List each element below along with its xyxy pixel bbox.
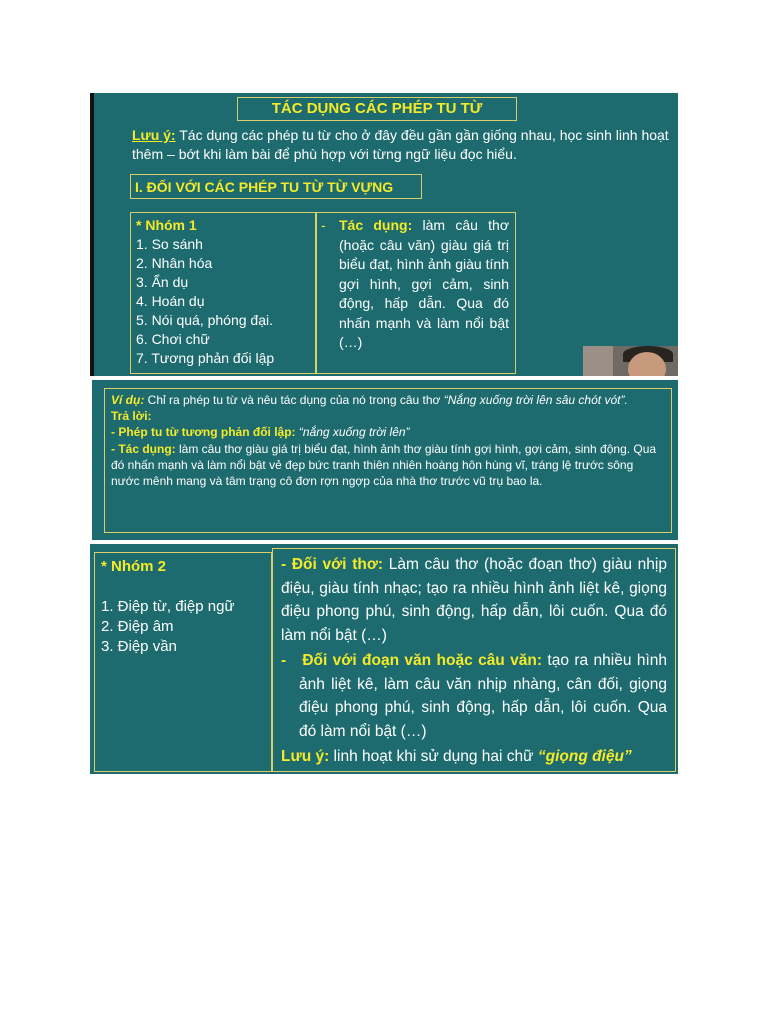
note2-text: linh hoạt khi sử dụng hai chữ: [329, 748, 538, 765]
effect-label: - Tác dụng:: [111, 441, 176, 456]
effect1-label: Tác dụng:: [339, 217, 413, 233]
effect-line: [111, 441, 665, 490]
prose-paragraph: [281, 649, 667, 743]
presenter-photo: [583, 346, 678, 376]
list-item: 3. Ẩn dụ: [136, 274, 189, 290]
note2-paragraph: [281, 745, 667, 769]
note2-label: Lưu ý:: [281, 748, 330, 765]
list-item: 2. Nhân hóa: [136, 255, 213, 271]
device-line: [111, 424, 665, 440]
poetry-text: Làm câu thơ (hoặc đoạn thơ) giàu nhịp điệu, giàu tính nhạc; tạo ra nhiều hình ảnh liệt kê, giọng điệu phong phú, sinh động, hấp dẫn, lôi cuốn. Qua đó làm nổi bật (…): [281, 556, 667, 644]
effect1-paragraph: [339, 216, 509, 353]
list-item: 6. Chơi chữ: [136, 331, 210, 347]
section-title: I. ĐỐI VỚI CÁC PHÉP TU TỪ TỪ VỰNG: [130, 174, 422, 199]
list-item: 2. Điệp âm: [101, 618, 174, 635]
list-item: 1. Điệp từ, điệp ngữ: [101, 598, 235, 615]
effect2-box: [272, 548, 676, 772]
note2-quote: “giọng điệu”: [537, 748, 632, 765]
group2-heading: * Nhóm 2: [101, 558, 167, 575]
photo-background: [583, 346, 613, 376]
list-item: 4. Hoán dụ: [136, 293, 205, 309]
slide-title: TÁC DỤNG CÁC PHÉP TU TỪ: [237, 97, 517, 121]
device-quote: “nắng xuống trời lên”: [295, 425, 410, 440]
effect1-box: [316, 212, 516, 374]
example-text: Chỉ ra phép tu từ và nêu tác dụng của nó trong câu thơ: [144, 393, 444, 407]
list-item: 1. So sánh: [136, 236, 203, 252]
prose-label: Đối với đoạn văn hoặc câu văn:: [302, 652, 543, 669]
bullet-dash: -: [321, 217, 326, 233]
poetry-label: - Đối với thơ:: [281, 556, 383, 573]
list-item: 3. Điệp vần: [101, 638, 177, 655]
slide-example: [92, 380, 678, 540]
effect1-text: làm câu thơ (hoặc câu văn) giàu giá trị biểu đạt, hình ảnh giàu tính gợi hình, gợi cảm, sinh động, hấp dẫn. Qua đó nhấn mạnh và làm nổi bật (…): [339, 217, 509, 350]
slide-group2: [90, 544, 678, 774]
example-question: [111, 392, 665, 408]
example-box: [104, 388, 672, 533]
note-paragraph: [132, 126, 672, 164]
prose-text: tạo ra nhiều hình ảnh liệt kê, làm câu văn nhịp nhàng, cân đối, giọng điệu phong phú, sinh động, hấp dẫn, lôi cuốn. Qua đó làm nổi bật (…): [299, 652, 668, 740]
device-label: - Phép tu từ tương phản đối lập:: [111, 425, 296, 440]
list-item: 5. Nói quá, phóng đại.: [136, 312, 273, 328]
answer-label: Trả lời:: [111, 409, 152, 424]
note-label: Lưu ý:: [132, 127, 176, 143]
example-label: Ví dụ:: [111, 393, 145, 407]
bullet-dash: -: [281, 652, 287, 669]
example-quote: “Nắng xuống trời lên sâu chót vót”.: [443, 393, 628, 407]
group1-heading: * Nhóm 1: [136, 217, 197, 233]
note-text: Tác dụng các phép tu từ cho ở đây đều gần gần giống nhau, học sinh linh hoạt thêm – bớt khi làm bài để phù hợp với từng ngữ liệu đọc hiểu.: [132, 127, 669, 162]
left-edge-bar: [90, 93, 94, 376]
effect-text: làm câu thơ giàu giá trị biểu đạt, hình ảnh thơ giàu tính gợi hình, gợi cảm, sinh động. Qua đó nhấn mạnh và làm nổi bật vẻ đẹp bức tranh thiên nhiên hoàng hôn hùng vĩ, tráng lệ trước sông nước mênh mang và tâm trạng cô đơn rợn ngợp của nhà thơ trước vũ trụ bao la.: [111, 441, 657, 489]
slide-tac-dung: [90, 93, 678, 376]
poetry-paragraph: [281, 553, 667, 647]
list-item: 7. Tương phản đối lập: [136, 350, 275, 366]
group2-box: [94, 552, 272, 772]
group1-box: [130, 212, 316, 374]
